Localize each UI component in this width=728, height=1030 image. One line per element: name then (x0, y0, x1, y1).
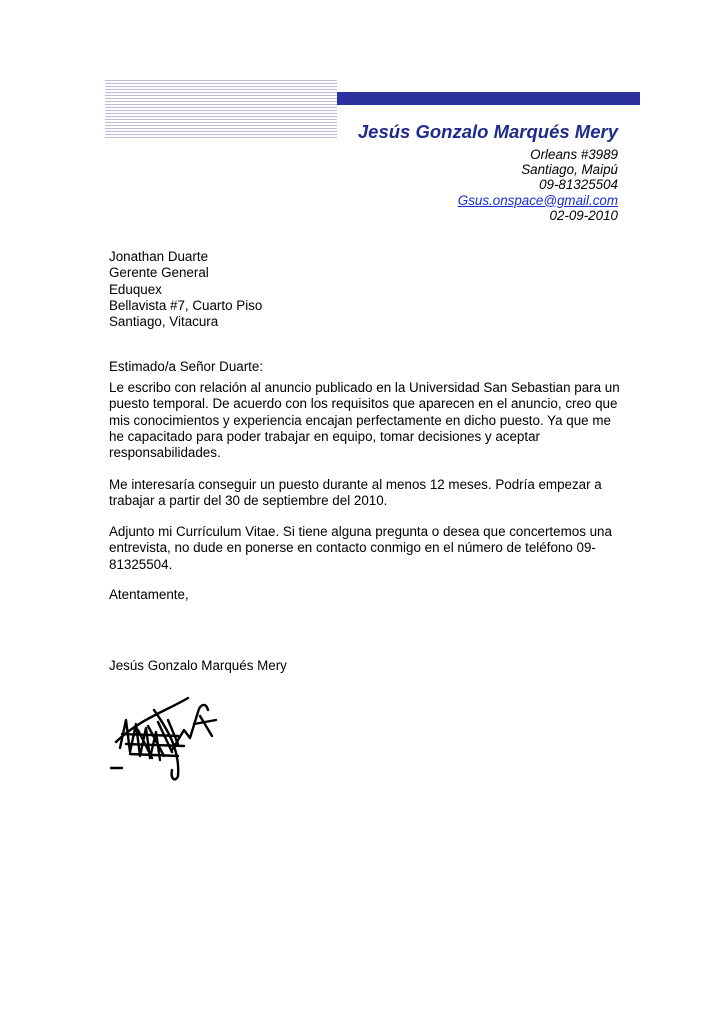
handwritten-signature (108, 690, 223, 785)
recipient-title: Gerente General (109, 265, 209, 281)
body-paragraph-3: Adjunto mi Currículum Vitae. Si tiene alguna pregunta o desea que concertemos una entrevista, no dude en ponerse en contacto conmigo en el número de teléfono 09-81325504. (109, 524, 612, 572)
recipient-block (109, 249, 262, 330)
closing: Atentamente, (109, 587, 189, 602)
sender-phone: 09-81325504 (539, 177, 618, 193)
recipient-city: Santiago, Vitacura (109, 314, 219, 330)
recipient-address: Bellavista #7, Cuarto Piso (109, 297, 263, 313)
sender-city: Santiago, Maipú (521, 162, 618, 178)
sender-email-link[interactable]: Gsus.onspace@gmail.com (457, 192, 618, 208)
body-paragraph-2: Me interesaría conseguir un puesto durante al menos 12 meses. Podría empezar a trabajar a partir del 30 de septiembre del 2010. (109, 477, 602, 509)
salutation: Estimado/a Señor Duarte: (109, 359, 264, 374)
letterhead-bar (337, 92, 640, 105)
letterhead-stripes (105, 80, 337, 140)
body-paragraph-1: Le escribo con relación al anuncio publicado en la Universidad San Sebastian para un puesto temporal. De acuerdo con los requisitos que aparecen en el anuncio, creo que mis conocimientos y experiencia encajan perfectamente en dicho puesto. Ya que me he capacitado para poder trabajar en equipo, tomar decisiones y aceptar responsabilidades. (109, 380, 620, 461)
sender-address: Orleans #3989 (530, 147, 618, 162)
sender-name: Jesús Gonzalo Marqués Mery (357, 121, 618, 142)
recipient-company: Eduquex (109, 281, 162, 297)
recipient-name: Jonathan Duarte (109, 249, 209, 264)
sender-block (358, 121, 618, 223)
letter-date: 02-09-2010 (549, 207, 618, 223)
signer-name: Jesús Gonzalo Marqués Mery (109, 658, 287, 673)
